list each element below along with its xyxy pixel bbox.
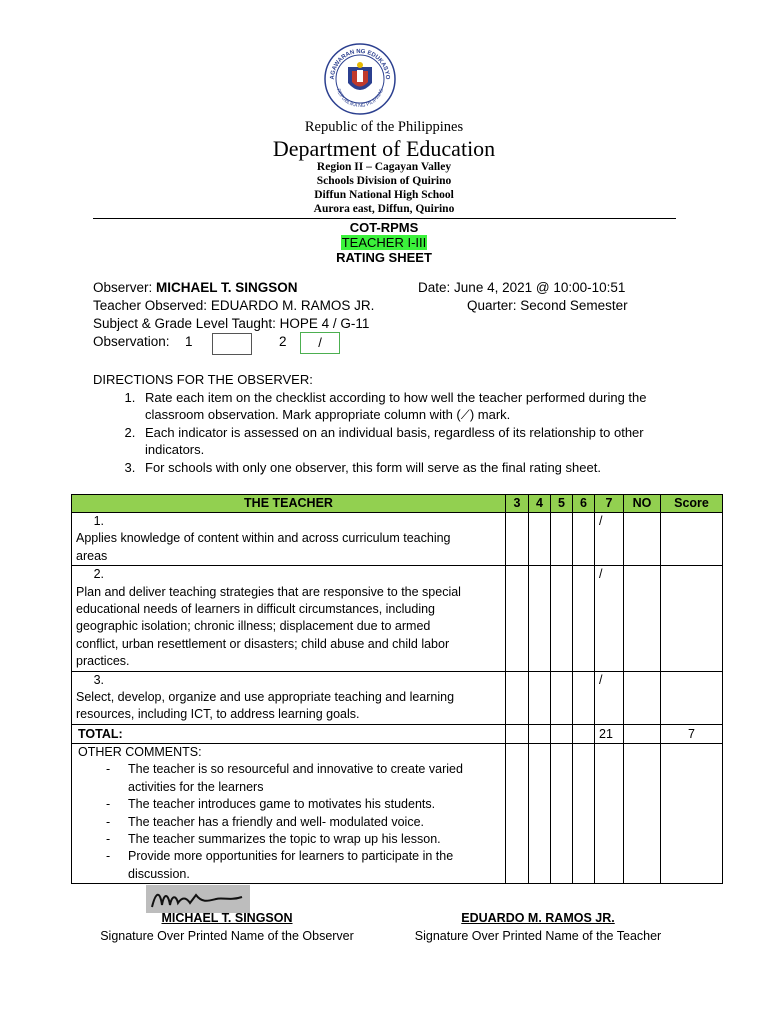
table-row: [72, 513, 723, 566]
observation-1-box[interactable]: [212, 333, 252, 355]
comments-row: [72, 743, 723, 883]
rating-cell-6[interactable]: [573, 671, 595, 724]
indicator-text: Select, develop, organize and use appropriate teaching and learning resources, including ICT, to address learning goals.: [76, 690, 455, 722]
seal-text-top: AGAWARAN NG EDUKASYO: [329, 48, 391, 80]
rating-cell-3[interactable]: [506, 566, 529, 671]
direction-item: 1. Rate each item on the checklist according to how well the teacher performed during the classroom observation. Mark appropriate column with (⟋) mark.: [139, 389, 683, 424]
subject-line: [93, 316, 369, 331]
republic-line: Republic of the Philippines: [304, 119, 464, 135]
comment-text: Provide more opportunities for learners to participate in the discussion.: [128, 849, 454, 881]
observation-label: Observation:: [93, 334, 170, 349]
rating-cell-4[interactable]: [529, 513, 551, 566]
teacher-line: [93, 298, 374, 313]
teacher-label: Teacher Observed:: [93, 298, 208, 313]
comments-empty-cell: [624, 743, 661, 883]
form-subtitle-wrap: [0, 235, 768, 250]
rating-cell-5[interactable]: [551, 513, 573, 566]
rating-cell-7[interactable]: /: [595, 566, 624, 671]
total-cell-3: [506, 724, 529, 743]
rating-cell-no[interactable]: [624, 513, 661, 566]
indicator-text: Plan and deliver teaching strategies that are responsive to the special educational needs of learners in difficult circumstances, including geographic isolation; chronic illness; displacement due to armed conflict, urban resettlement or disasters; child abuse and child labor practices.: [76, 584, 461, 669]
observer-name: MICHAEL T. SINGSON: [156, 280, 298, 295]
directions-block: [93, 371, 683, 476]
comment-item: [78, 796, 503, 813]
date-label: Date:: [418, 280, 451, 295]
quarter-line: [467, 298, 628, 313]
total-cell-6: [573, 724, 595, 743]
address-line: Aurora east, Diffun, Quirino: [313, 203, 455, 215]
indicator-cell: [72, 513, 506, 566]
comment-text: The teacher summarizes the topic to wrap up his lesson.: [128, 831, 441, 846]
comment-bullet: -: [106, 831, 111, 846]
quarter-value: Second Semester: [520, 298, 628, 313]
comment-bullet: -: [106, 762, 111, 777]
teacher-printed-name: EDUARDO M. RAMOS JR.: [461, 911, 615, 925]
score-cell[interactable]: [661, 566, 723, 671]
total-cell-5: [551, 724, 573, 743]
comments-empty-cell: [661, 743, 723, 883]
total-score: 7: [661, 724, 723, 743]
observer-label: Observer:: [93, 280, 153, 295]
header-4: 4: [529, 495, 551, 513]
header-3: 3: [506, 495, 529, 513]
comments-empty-cell: [573, 743, 595, 883]
comment-item: [78, 831, 503, 848]
header-divider: [93, 218, 676, 219]
comments-empty-cell: [506, 743, 529, 883]
observation-1-label: 1: [185, 334, 193, 349]
rating-cell-4[interactable]: [529, 566, 551, 671]
comment-item: [78, 848, 503, 883]
subject-label: Subject & Grade Level Taught:: [93, 316, 276, 331]
header-no: NO: [624, 495, 661, 513]
deped-seal: [324, 43, 396, 115]
comment-text: The teacher introduces game to motivates his students.: [128, 797, 436, 812]
observer-printed-name: MICHAEL T. SINGSON: [161, 911, 293, 925]
total-cell-7: 21: [595, 724, 624, 743]
observation-2-box[interactable]: /: [300, 332, 340, 354]
form-title: COT-RPMS: [349, 220, 419, 235]
score-cell[interactable]: [661, 513, 723, 566]
rating-table: [71, 494, 723, 884]
indicator-number: 2.: [93, 567, 104, 582]
comments-empty-cell: [529, 743, 551, 883]
comments-list: [78, 761, 503, 883]
observer-signature-image: [146, 885, 250, 913]
table-header-row: [72, 495, 723, 513]
teacher-name: EDUARDO M. RAMOS JR.: [210, 298, 375, 313]
region-line: Region II – Cagayan Valley: [316, 161, 452, 173]
total-label: TOTAL:: [72, 724, 506, 743]
rating-cell-5[interactable]: [551, 671, 573, 724]
directions-list: [93, 389, 683, 477]
score-cell[interactable]: [661, 671, 723, 724]
header-the-teacher: THE TEACHER: [72, 495, 506, 513]
rating-cell-6[interactable]: [573, 566, 595, 671]
header-5: 5: [551, 495, 573, 513]
comment-text: The teacher has a friendly and well- modulated voice.: [128, 814, 424, 829]
school-line: Diffun National High School: [314, 189, 454, 201]
comment-bullet: -: [106, 814, 111, 829]
observation-2-label: 2: [279, 334, 287, 349]
comment-item: [78, 814, 503, 831]
comments-cell: [72, 743, 506, 883]
total-cell-no: [624, 724, 661, 743]
comment-text: The teacher is so resourceful and innovative to create varied activities for the learners: [128, 762, 463, 794]
total-cell-4: [529, 724, 551, 743]
rating-cell-3[interactable]: [506, 513, 529, 566]
indicator-cell: [72, 671, 506, 724]
division-line: Schools Division of Quirino: [316, 175, 452, 187]
direction-item: 2. Each indicator is assessed on an individual basis, regardless of its relationship to other indicators.: [139, 424, 683, 459]
form-subtitle: TEACHER I-III: [341, 235, 427, 250]
rating-cell-5[interactable]: [551, 566, 573, 671]
indicator-number: 1.: [93, 514, 104, 528]
rating-sheet-title: RATING SHEET: [336, 250, 432, 265]
indicator-number: 3.: [93, 672, 104, 687]
rating-cell-3[interactable]: [506, 671, 529, 724]
comment-bullet: -: [106, 797, 111, 812]
table-row: [72, 566, 723, 671]
rating-cell-7[interactable]: /: [595, 513, 624, 566]
indicator-text: Applies knowledge of content within and across curriculum teaching areas: [76, 531, 451, 563]
date-value: June 4, 2021 @ 10:00-10:51: [454, 280, 626, 295]
rating-cell-no[interactable]: [624, 671, 661, 724]
rating-cell-7[interactable]: /: [595, 671, 624, 724]
comments-label: OTHER COMMENTS:: [78, 744, 202, 759]
indicator-cell: [72, 566, 506, 671]
comments-empty-cell: [551, 743, 573, 883]
comments-empty-cell: [595, 743, 624, 883]
quarter-label: Quarter:: [467, 298, 517, 313]
observer-line: [93, 280, 298, 295]
date-line: [418, 280, 625, 295]
header-7: 7: [595, 495, 624, 513]
comment-item: [78, 761, 503, 796]
header-6: 6: [573, 495, 595, 513]
table-row: [72, 671, 723, 724]
teacher-signature-caption: Signature Over Printed Name of the Teacher: [414, 929, 662, 943]
rating-cell-no[interactable]: [624, 566, 661, 671]
total-row: [72, 724, 723, 743]
department-title: Department of Education: [272, 136, 496, 161]
directions-heading: DIRECTIONS FOR THE OBSERVER:: [93, 372, 313, 387]
subject-value: HOPE 4 / G-11: [279, 316, 370, 331]
rating-cell-6[interactable]: [573, 513, 595, 566]
rating-cell-4[interactable]: [529, 671, 551, 724]
header-score: Score: [661, 495, 723, 513]
comment-bullet: -: [106, 849, 111, 864]
direction-item: 3. For schools with only one observer, this form will serve as the final rating sheet.: [139, 459, 683, 477]
observer-signature-caption: Signature Over Printed Name of the Observer: [100, 929, 354, 943]
seal-text-bottom: REPUBLIKA NG PILIPINAS: [334, 88, 386, 110]
